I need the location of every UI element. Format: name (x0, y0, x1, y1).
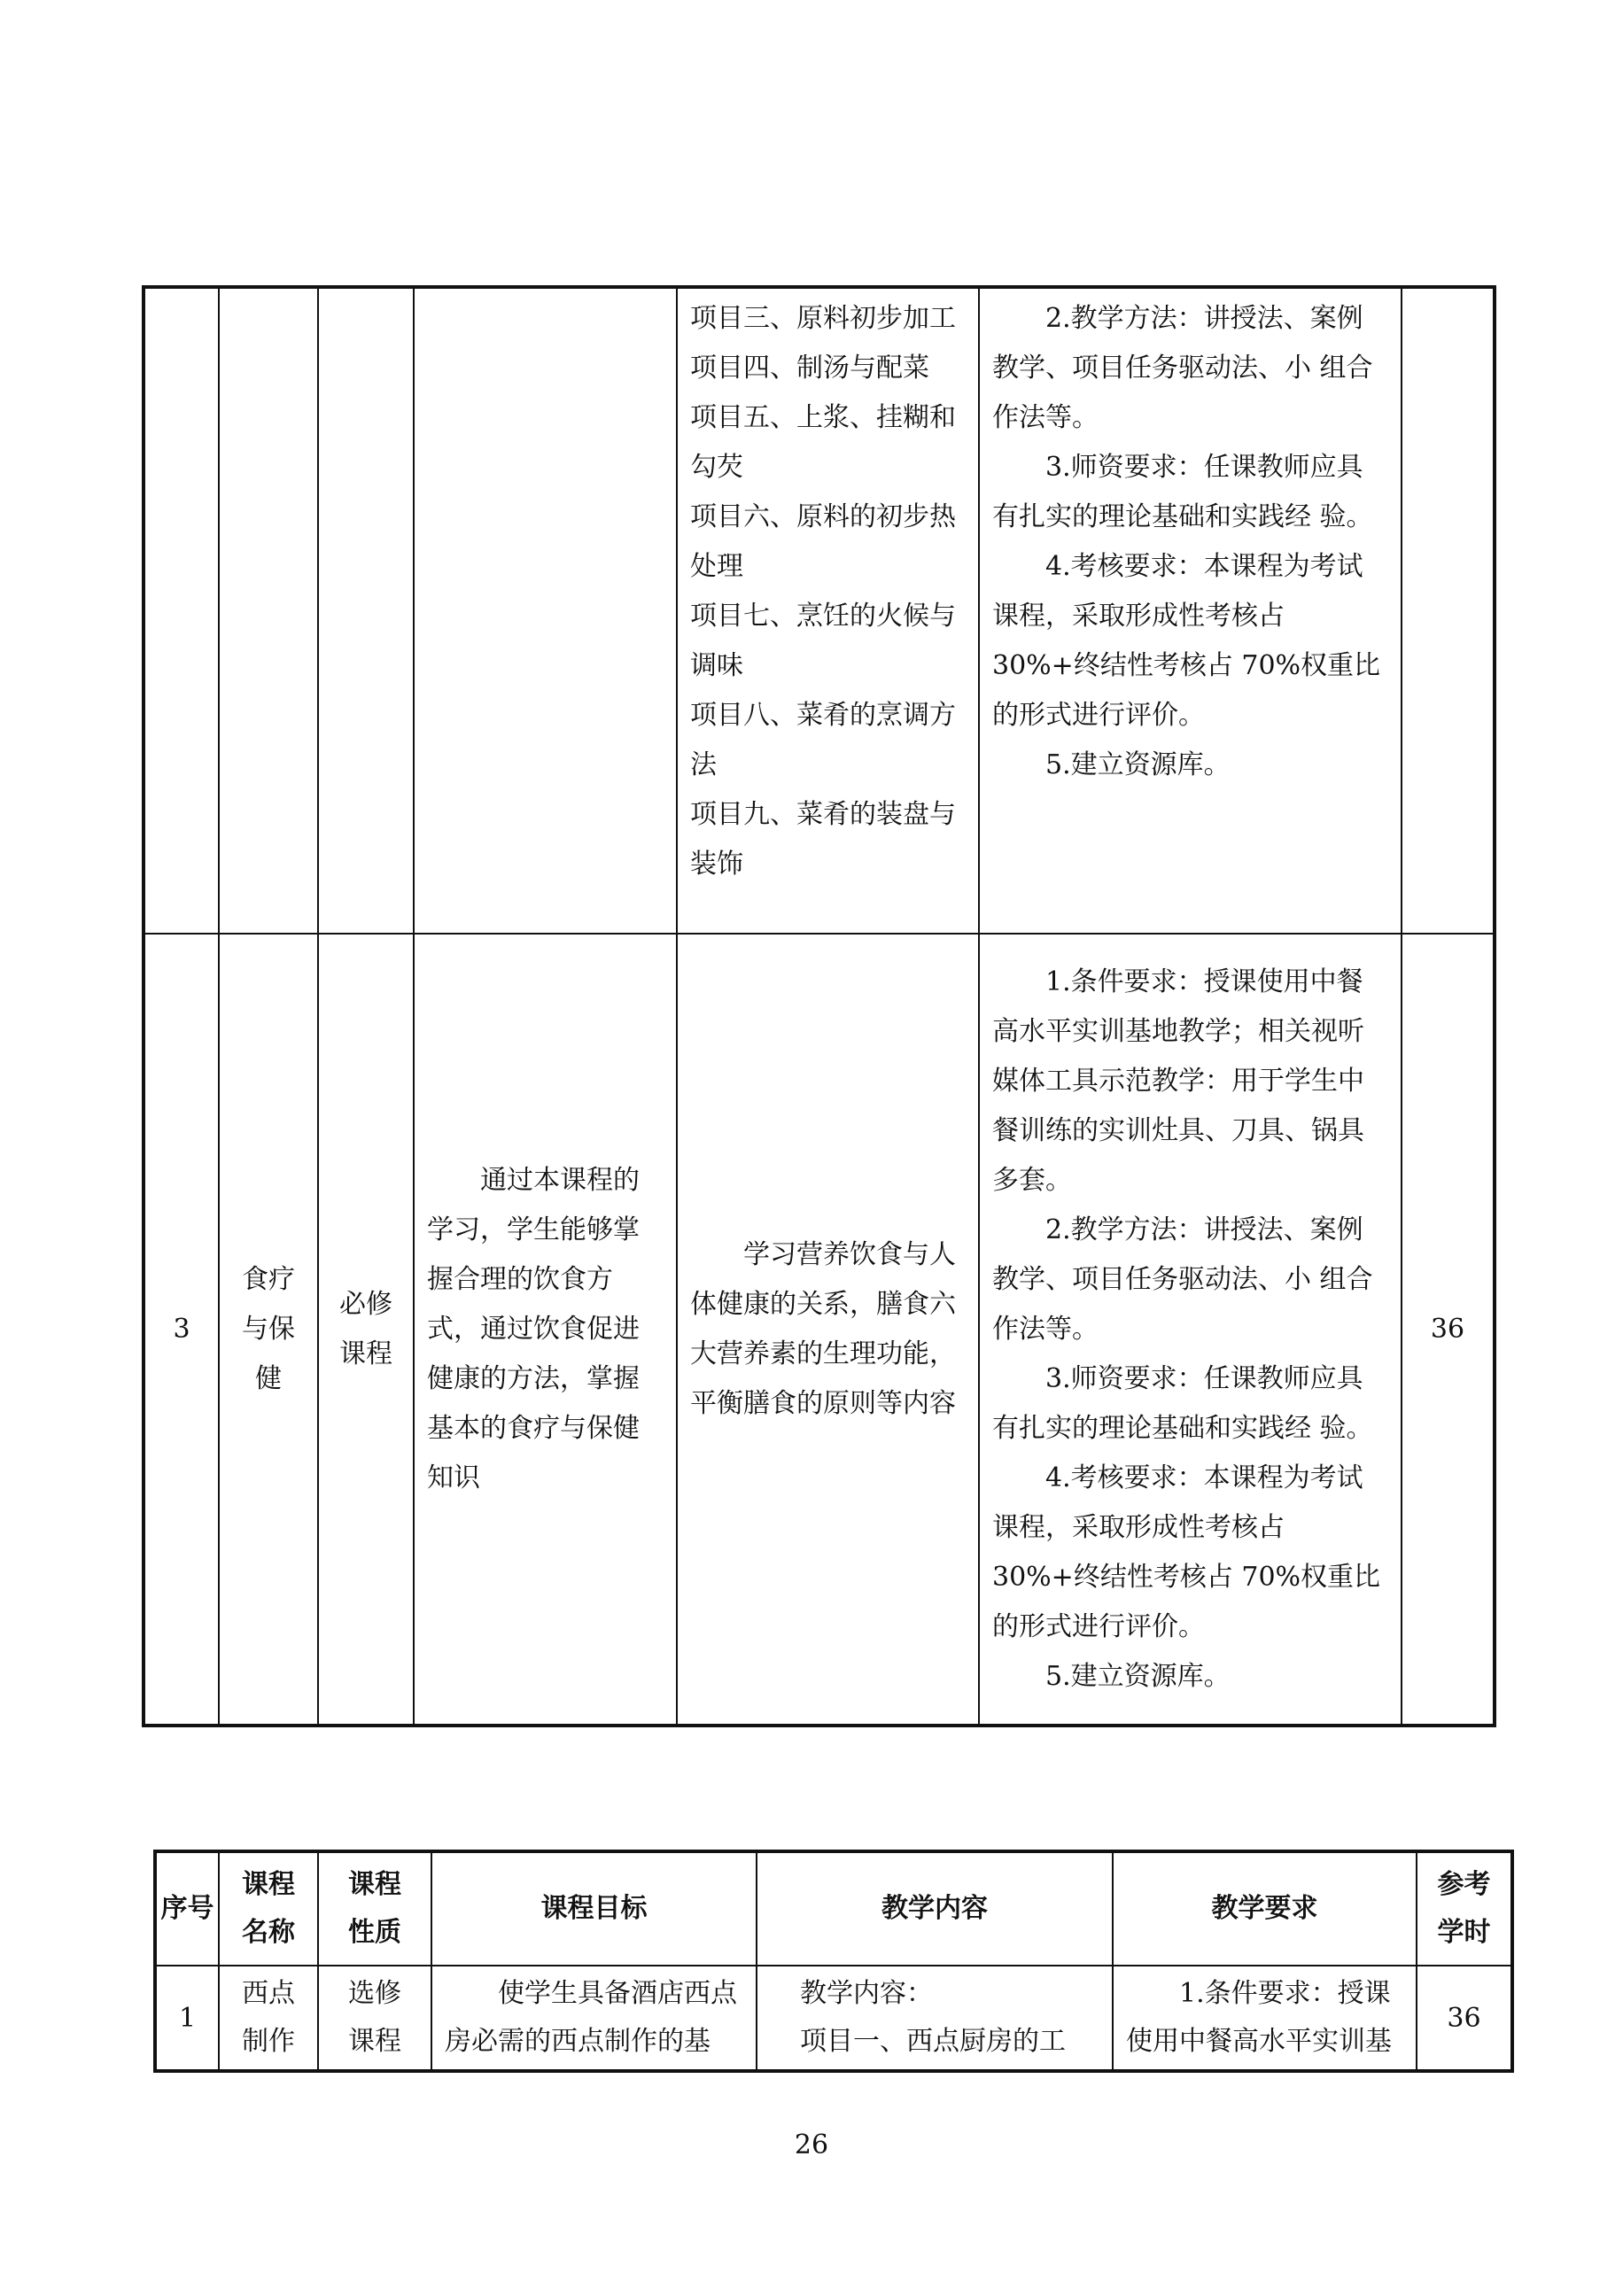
teaching-requirements-cell (979, 287, 1402, 934)
content-item: 项目三、原料初步加工 (690, 303, 956, 334)
teaching-content-cell (677, 287, 979, 934)
header-label: 课程性质 (348, 1869, 401, 1948)
content-item: 项目七、烹饪的火候与调味 (690, 601, 956, 681)
row-number: 1 (178, 2002, 197, 2034)
row-number-cell (144, 934, 219, 1726)
table-header-row (155, 1851, 1512, 1966)
requirement-item: 4.考核要求：本课程为考试课程，采取形成性考核占 30%+终结性考核占 70%权重比的形式进行评价。 (992, 1462, 1381, 1642)
content-item: 项目六、原料的初步热处理 (690, 501, 956, 582)
row-number: 3 (173, 1314, 190, 1345)
teaching-content-cell (677, 934, 979, 1726)
header-label: 序号 (160, 1893, 214, 1924)
hours-value: 36 (1447, 2002, 1481, 2034)
header-label: 课程名称 (242, 1869, 295, 1948)
header-cell (1113, 1851, 1417, 1966)
course-name-cell (219, 287, 318, 934)
course-name-cell (219, 934, 318, 1726)
header-label: 参考学时 (1437, 1869, 1491, 1948)
course-table (153, 1850, 1514, 2073)
table-row (155, 1966, 1512, 2071)
course-goal: 使学生具备酒店西点房必需的西点制作的基 (445, 1978, 737, 2057)
course-goal-cell (414, 287, 677, 934)
course-name: 食疗与保健 (242, 1263, 295, 1394)
content-item: 项目八、菜肴的烹调方法 (690, 700, 956, 780)
content-item: 项目五、上浆、挂糊和勾芡 (690, 402, 956, 483)
header-cell (219, 1851, 318, 1966)
requirement-item: 1.条件要求：授课使用中餐高水平实训基地教学；相关视听媒体工具示范教学：用于学生中餐训练的实训灶具、刀具、锅具多套。 (992, 966, 1364, 1196)
header-cell (318, 1851, 431, 1966)
teaching-content-cell (757, 1966, 1113, 2071)
content-item: 项目九、菜肴的装盘与装饰 (690, 799, 956, 880)
course-type: 选修课程 (348, 1978, 401, 2057)
requirement-item: 3.师资要求：任课教师应具有扎实的理论基础和实践经 验。 (992, 1362, 1373, 1444)
table-row (144, 287, 1495, 934)
table-row (144, 934, 1495, 1726)
course-goal-cell (414, 934, 677, 1726)
header-label: 课程目标 (540, 1893, 648, 1924)
course-type: 必修课程 (339, 1288, 392, 1369)
course-table-continued (142, 285, 1496, 1727)
hours-cell (1417, 1966, 1512, 2071)
requirement-item: 1.条件要求：授课使用中餐高水平实训基 (1126, 1978, 1392, 2057)
page-number: 26 (794, 2129, 829, 2160)
content-label: 教学内容： (800, 1978, 933, 2009)
header-cell (757, 1851, 1113, 1966)
hours-value: 36 (1430, 1314, 1465, 1345)
course-name: 西点制作 (242, 1978, 295, 2057)
requirement-item: 2.教学方法：讲授法、案例教学、项目任务驱动法、小 组合作法等。 (992, 1214, 1373, 1345)
course-goal-cell (431, 1966, 757, 2071)
row-number-cell (144, 287, 219, 934)
teaching-requirements-cell (979, 934, 1402, 1726)
requirement-item: 5.建立资源库。 (1045, 749, 1231, 780)
header-cell (155, 1851, 219, 1966)
requirement-item: 5.建立资源库。 (1045, 1660, 1231, 1692)
header-label: 教学内容 (881, 1893, 988, 1924)
course-type-cell (318, 934, 414, 1726)
course-type-cell (318, 287, 414, 934)
requirement-item: 2.教学方法：讲授法、案例教学、项目任务驱动法、小 组合作法等。 (992, 303, 1373, 433)
course-name-cell (219, 1966, 318, 2071)
header-label: 教学要求 (1211, 1893, 1318, 1924)
hours-cell (1402, 287, 1495, 934)
hours-cell (1402, 934, 1495, 1726)
course-goal: 通过本课程的学习，学生能够掌握合理的饮食方式，通过饮食促进健康的方法，掌握基本的食疗与保健知识 (427, 1164, 640, 1493)
requirement-item: 4.考核要求：本课程为考试课程，采取形成性考核占 30%+终结性考核占 70%权重比的形式进行评价。 (992, 551, 1381, 731)
header-cell (431, 1851, 757, 1966)
content-item: 项目四、制汤与配菜 (690, 353, 929, 384)
header-cell (1417, 1851, 1512, 1966)
content-item: 项目一、西点厨房的工 (800, 2026, 1066, 2057)
teaching-content: 学习营养饮食与人体健康的关系，膳食六大营养素的生理功能，平衡膳食的原则等内容 (690, 1238, 956, 1419)
requirement-item: 3.师资要求：任课教师应具有扎实的理论基础和实践经 验。 (992, 452, 1373, 532)
teaching-requirements-cell (1113, 1966, 1417, 2071)
course-type-cell (318, 1966, 431, 2071)
row-number-cell (155, 1966, 219, 2071)
